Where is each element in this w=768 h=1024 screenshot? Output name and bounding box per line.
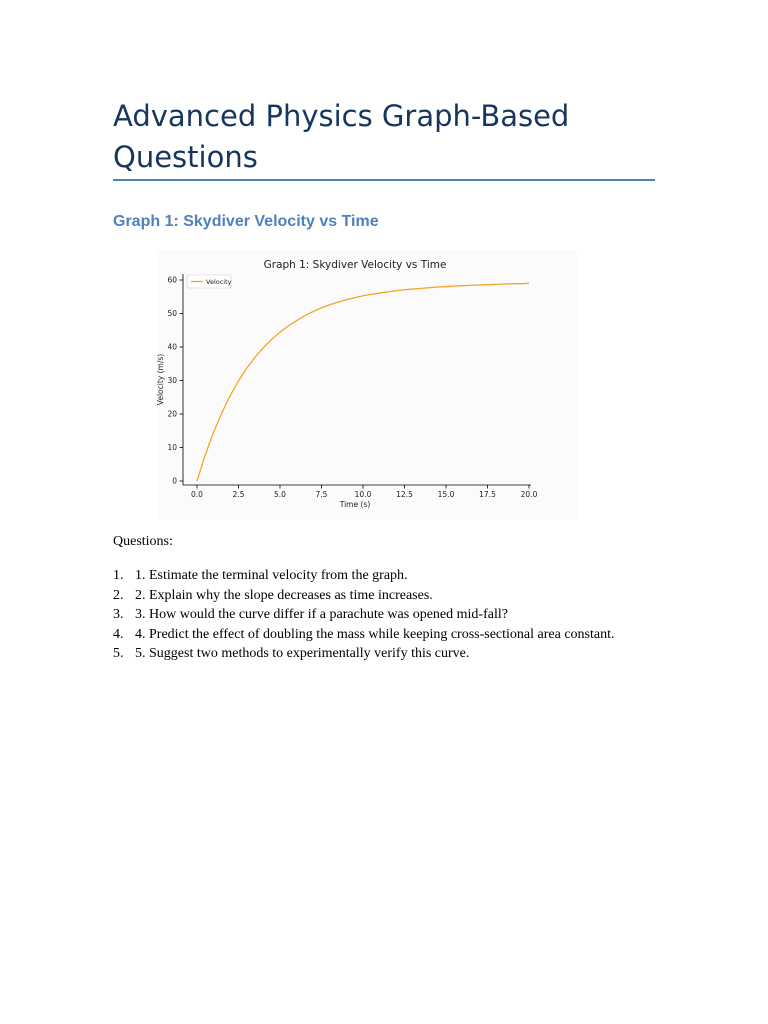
- question-text: 2. Explain why the slope decreases as time increases.: [135, 587, 433, 603]
- question-number: 4.: [113, 626, 124, 642]
- question-text: 1. Estimate the terminal velocity from the graph.: [135, 568, 408, 583]
- x-tick-label: 2.5: [232, 490, 245, 499]
- question-number: 5.: [113, 646, 124, 661]
- x-tick-label: 0.0: [191, 490, 203, 499]
- question-item: [113, 566, 614, 586]
- x-tick-label: 5.0: [274, 490, 286, 499]
- question-number: 1.: [113, 568, 124, 583]
- question-item: [113, 625, 614, 645]
- question-text: 3. How would the curve differ if a parachute was opened mid-fall?: [135, 607, 508, 622]
- y-tick-label: 50: [167, 309, 177, 319]
- x-tick-label: 17.5: [479, 490, 496, 499]
- x-tick-label: 7.5: [315, 490, 328, 499]
- y-axis-label: Velocity (m/s): [156, 353, 165, 406]
- section-heading: Graph 1: Skydiver Velocity vs Time: [113, 213, 379, 230]
- velocity-series-line: [197, 283, 529, 481]
- title-underline: [113, 179, 655, 181]
- document-title: Advanced Physics Graph-Based Questions: [113, 99, 570, 174]
- y-tick-label: 20: [167, 409, 177, 419]
- question-item: [113, 586, 614, 606]
- x-axis-label: Time (s): [339, 500, 371, 509]
- question-text: 4. Predict the effect of doubling the mass while keeping cross-sectional area constant.: [135, 626, 615, 642]
- x-tick-label: 12.5: [396, 490, 413, 499]
- x-tick-label: 20.0: [520, 490, 538, 499]
- questions-list: [113, 566, 614, 664]
- y-tick-label: 30: [167, 376, 177, 386]
- questions-label: Questions:: [113, 534, 173, 549]
- x-tick-label: 15.0: [437, 490, 455, 499]
- chart-title: Graph 1: Skydiver Velocity vs Time: [263, 259, 447, 271]
- question-text: 5. Suggest two methods to experimentally verify this curve.: [135, 646, 470, 661]
- y-tick-label: 40: [167, 342, 177, 352]
- question-item: [113, 644, 614, 664]
- question-number: 3.: [113, 607, 124, 622]
- question-number: 2.: [113, 587, 124, 603]
- y-tick-label: 10: [167, 443, 177, 453]
- y-tick-label: 0: [172, 476, 177, 486]
- question-item: [113, 605, 614, 625]
- velocity-time-chart: [157, 250, 577, 520]
- x-tick-label: 10.0: [354, 490, 372, 499]
- legend-label: Velocity: [206, 278, 232, 286]
- chart-figure: [157, 250, 577, 520]
- y-tick-label: 60: [167, 275, 177, 285]
